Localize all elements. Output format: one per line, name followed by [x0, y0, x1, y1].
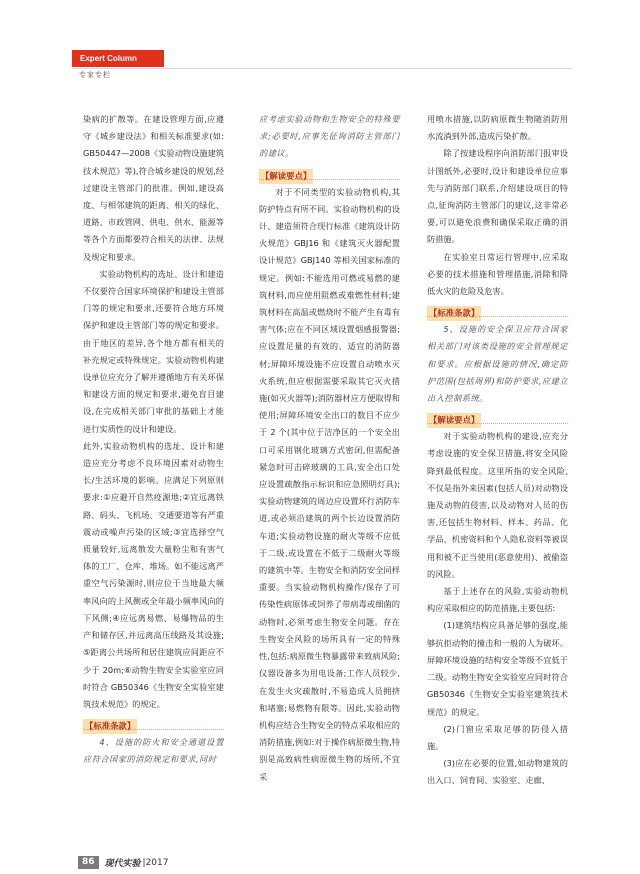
column-label: Expert Column: [72, 50, 164, 67]
paragraph: 染病的扩散等。在建设管理方面,应遵守《城乡建设法》和相关标准要求(如:GB50447—2008《实验动物设施建筑技术规范》等),符合城乡建设的规划,经过建设主管部门的批准。例如,建设高度、与相邻建筑的距离、相关的绿化、道路、市政管网、供电、供水、能源等等各个方面都要符合相关的法律、法规及规定和要求。: [83, 114, 224, 262]
paragraph: 实验动物机构的选址、设计和建造不仅要符合国家环境保护和建设主管部门等的规定和要求,还要符合地方环境保护和建设主管部门等的规定和要求。由于地区的差异,各个地方都有相关的补充规定或特殊规定。实验动物机构建设单位应充分了解并遵循地方有关环保和建设方面的规定和要求,避免盲目建设,在完成相关部门审批的基础上才能进行实质性的设计和建设。: [83, 268, 224, 434]
section-tag-wrap: [259, 163, 400, 184]
paragraph: 此外,实验动物机构的选址、设计和建造应充分考虑不良环境因素对动物生长/生活环境的影响。应满足下列原则要求:①应避开自然疫源地;②宜远离铁路、码头、飞机场、交通要道等有严重震动或噪声污染的区域;③宜选择空气质量较好,远离散发大量粉尘和有害气体的工厂、仓库、堆场。如不能远离严重空气污染源时,则应位于当地最大频率风向的上风侧或全年最小频率风向的下风侧;④应远离易燃、易爆物品的生产和储存区,并远离高压线路及其设施;⑤距离公共场所和居住建筑应间距应不少于 20m;⑥动物生物安全实验室应同时符合 GB50346《生物安全实验室建筑技术规范》的规定。: [83, 440, 224, 709]
section-tag-wrap: [427, 300, 568, 321]
magazine-name: 现代实验: [104, 859, 141, 869]
paragraph: 除了按建设程序向消防部门报审设计图纸外,必要时,设计和建设单位应事先与消防部门联系,介绍建设项目的特点,征询消防主管部门的建议,这非常必要,可以避免浪费和确保采取正确的消防措施。: [427, 148, 568, 245]
tag-divider: [83, 729, 224, 730]
paragraph: (3)应在必要的位置,如动物建筑的出入口、饲育间、实验室、走廊、: [427, 758, 568, 786]
clause-text: 4、设施的防火和安全通道设置应符合国家的消防规定和要求,同时: [83, 737, 224, 765]
clause-text: 应考虑实验动物和生物安全的特殊要求;必要时,应事先征询消防主管部门的建议。: [259, 114, 400, 159]
column-3: [427, 111, 568, 790]
section-tag-wrap: [83, 713, 224, 734]
paragraph: (2)门窗应采取足够的防侵入措施。: [427, 723, 568, 751]
interpretation-tag: 【解读要点】: [259, 169, 313, 184]
column-1: [83, 111, 224, 769]
tag-divider: [427, 423, 568, 424]
paragraph: 基于上述存在的风险,实验动物机构应采取相应的防范措施,主要包括:: [427, 586, 568, 614]
paragraph: (1)建筑结构应具备足够的强度,能够抗拒动物的撞击和一般的人为破坏。屏障环境设施的结构安全等级不宜低于二级。动物生物安全实验室应同时符合 GB50346《生物安全实验室建筑技术规范》的规定。: [427, 620, 568, 717]
standard-clause-tag: 【标准条款】: [83, 719, 137, 734]
clause-text: 5、设施的安全保卫应符合国家相关部门对该类设施的安全管理规定和要求。应根据设施的情况,确定防护范围(包括周界)和防护要求,应建立出入控制系统。: [427, 324, 568, 404]
page-number: 86: [78, 856, 99, 869]
section-tag-wrap: [427, 407, 568, 428]
header-divider: [72, 68, 572, 69]
paragraph: 用喷水措施,以防病原微生物随消防用水流淌到外部,造成污染扩散。: [427, 114, 568, 142]
paragraph: 对于不同类型的实验动物机构,其防护特点有所不同。实验动物机构的设计、建造须符合现行标准《建筑设计防火规范》GBJ16 和《建筑灭火器配置设计规范》GBJ140 等相关国家标准的规定。例如:不能选用可燃或易燃的建筑材料,而应使用阻燃或难燃性材料;建筑材料在高温或燃烧时不能产生有毒有害气体;应在不同区域设置烟感报警器;应设置足量的有效的、适宜的消防器材;屏障环境设施不应设置自动喷水灭火系统,但应根据需要采取其它灭火措施(如灭火器等);消防器材应方便取得和使用;屏障环境安全出口的数目不应少于 2 个(其中位于洁净区的一个安全出口可采用钢化玻璃方式密闭,但需配备紧急时可击碎玻璃的工具,安全出口处应设置疏散指示标识和应急照明灯具);实验动物建筑的周边应设置环行消防车道,或必须沿建筑的两个长边设置消防车道;实验动物设施的耐火等级不应低于二级,或设置在不低于二级耐火等级的建筑中等。生物安全和消防安全同样重要。当实验动物机构操作/保存了可传染性病原体或饲养了带病毒或细菌的动物时,必须考虑生物安全问题。存在生物安全风险的场所具有一定的特殊性,包括:病原微生物暴露带来致病风险;仪器设备多为用电设备;工作人员较少,在发生火灾疏散时,不易造成人员拥挤和堵塞;易燃物有限等。因此,实验动物机构应结合生物安全的特点采取相应的消防措施,例如:对于操作病原微生物,特别是高致病性病原微生物的场所,不宜采: [259, 186, 400, 782]
tag-divider: [259, 179, 400, 180]
paragraph: 在实验室日常运行管理中,应采取必要的技术措施和管理措施,消除和降低火灾的危险及危害。: [427, 251, 568, 297]
issue-year: |2017: [142, 857, 169, 868]
interpretation-tag: 【解读要点】: [427, 413, 481, 428]
column-subtitle: 专家专栏: [79, 71, 111, 79]
page-footer: [78, 856, 168, 869]
column-2: [259, 111, 400, 786]
tag-divider: [427, 316, 568, 317]
paragraph: 对于实验动物机构的建设,应充分考虑设施的安全保卫措施,将安全风险降到最低程度。这里所指的安全风险,不仅是指外来因素(包括人员)对动物设施及动物的侵害,以及动物对人员的伤害,还包括生物材料、样本、药品、化学品、机密资料和个人隐私资料等被误用和被不正当使用(恶意使用)、被偷盗的风险。: [427, 431, 568, 579]
standard-clause-tag: 【标准条款】: [427, 306, 481, 321]
